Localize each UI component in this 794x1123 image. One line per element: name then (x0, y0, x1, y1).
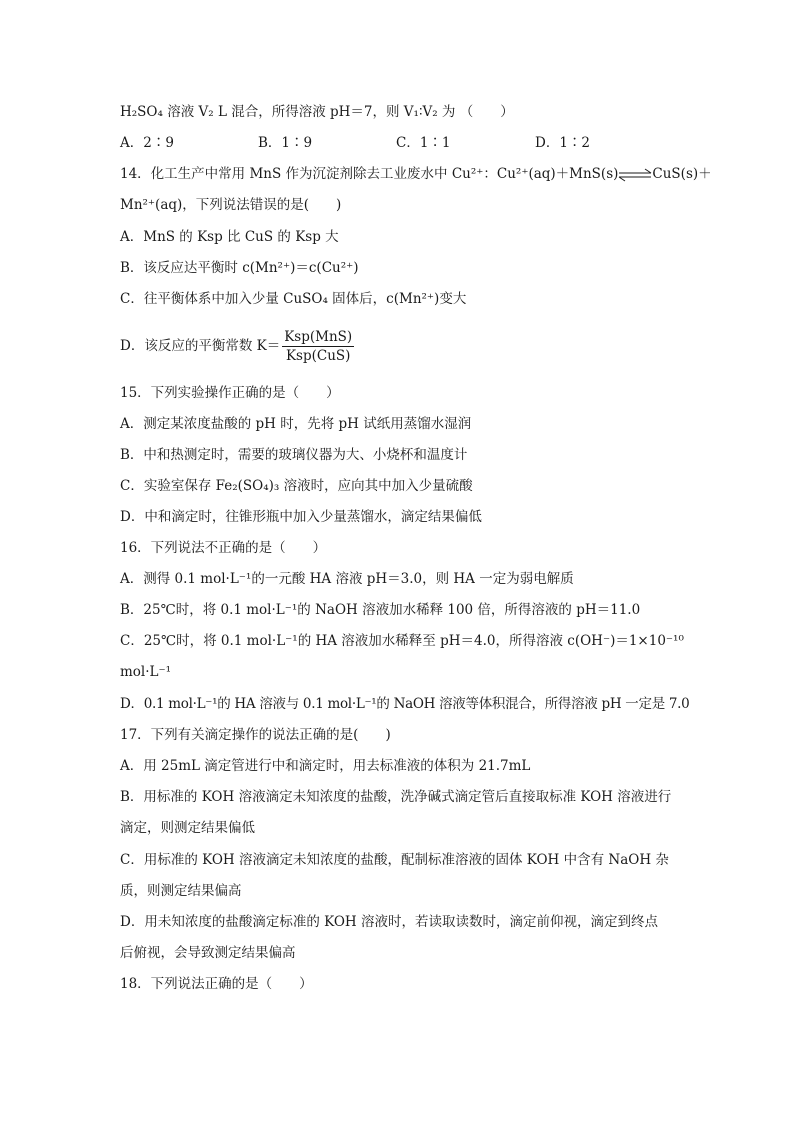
q15-option-d: D．中和滴定时，往锥形瓶中加入少量蒸馏水，滴定结果偏低 (120, 509, 482, 525)
q17-option-d-line2: 后俯视，会导致测定结果偏高 (120, 945, 296, 961)
q14-option-b: B．该反应达平衡时 c(Mn²⁺)＝c(Cu²⁺) (120, 260, 359, 276)
q13-option-a: A．2∶9 (120, 135, 174, 151)
q15-option-b: B．中和热测定时，需要的玻璃仪器为大、小烧杯和温度计 (120, 447, 468, 463)
q14-option-c: C．往平衡体系中加入少量 CuSO₄ 固体后，c(Mn²⁺)变大 (120, 291, 467, 307)
q17-option-c-line2: 质，则测定结果偏高 (120, 883, 242, 899)
q16-option-d: D．0.1 mol·L⁻¹的 HA 溶液与 0.1 mol·L⁻¹的 NaOH 溶液等体积混合，所得溶液 pH 一定是 7.0 (120, 696, 690, 712)
q14-stem-part-b: CuS(s)＋ (652, 166, 712, 182)
q17-stem: 17．下列有关滴定操作的说法正确的是( ) (120, 727, 391, 743)
q14-stem-part-a: 14．化工生产中常用 MnS 作为沉淀剂除去工业废水中 Cu²⁺：Cu²⁺(aq)＋MnS(s) (120, 166, 619, 182)
q13-option-c: C．1∶1 (396, 135, 451, 151)
q14-option-a: A．MnS 的 Ksp 比 CuS 的 Ksp 大 (120, 229, 339, 245)
q17-option-a: A．用 25mL 滴定管进行中和滴定时，用去标准液的体积为 21.7mL (120, 758, 531, 774)
fraction-denominator: Ksp(CuS) (285, 348, 351, 364)
q17-option-b-line2: 滴定，则测定结果偏低 (120, 820, 255, 836)
q14-option-d-text: D．该反应的平衡常数 K＝ (120, 338, 281, 354)
q13-option-d: D．1∶2 (535, 135, 591, 151)
q16-option-c-line1: C．25℃时，将 0.1 mol·L⁻¹的 HA 溶液加水稀释至 pH＝4.0，所得溶液 c(OH⁻)＝1×10⁻¹⁰ (120, 633, 684, 649)
q13-option-b: B．1∶9 (258, 135, 313, 151)
q16-option-a: A．测得 0.1 mol·L⁻¹的一元酸 HA 溶液 pH＝3.0，则 HA 一定为弱电解质 (120, 571, 574, 587)
q15-stem: 15．下列实验操作正确的是（ ） (120, 385, 340, 401)
q17-option-d-line1: D．用未知浓度的盐酸滴定标准的 KOH 溶液时，若读取读数时，滴定前仰视，滴定到终点 (120, 914, 658, 930)
q13-stem-tail: H₂SO₄ 溶液 V₂ L 混合，所得溶液 pH＝7，则 V₁∶V₂ 为 （ ） (120, 104, 514, 120)
q14-stem-line2: Mn²⁺(aq)，下列说法错误的是( ) (120, 197, 342, 213)
fraction-numerator: Ksp(MnS) (284, 329, 353, 345)
q15-option-c: C．实验室保存 Fe₂(SO₄)₃ 溶液时，应向其中加入少量硫酸 (120, 478, 473, 494)
q16-option-c-line2: mol·L⁻¹ (120, 664, 172, 680)
q15-option-a: A．测定某浓度盐酸的 pH 时，先将 pH 试纸用蒸馏水湿润 (120, 416, 472, 432)
q14-option-d (120, 326, 354, 366)
q16-stem: 16．下列说法不正确的是（ ） (120, 540, 327, 556)
equilibrium-constant-fraction (282, 329, 354, 364)
q16-option-b: B．25℃时，将 0.1 mol·L⁻¹的 NaOH 溶液加水稀释 100 倍，所得溶液的 pH＝11.0 (120, 602, 641, 618)
q17-option-b-line1: B．用标准的 KOH 溶液滴定未知浓度的盐酸，洗净碱式滴定管后直接取标准 KOH 溶液进行 (120, 789, 672, 805)
q18-stem: 18．下列说法正确的是（ ） (120, 976, 313, 992)
q14-stem-line1 (120, 164, 712, 184)
q17-option-c-line1: C．用标准的 KOH 溶液滴定未知浓度的盐酸，配制标准溶液的固体 KOH 中含有 NaOH 杂 (120, 852, 669, 868)
reversible-arrow-icon (618, 168, 652, 182)
